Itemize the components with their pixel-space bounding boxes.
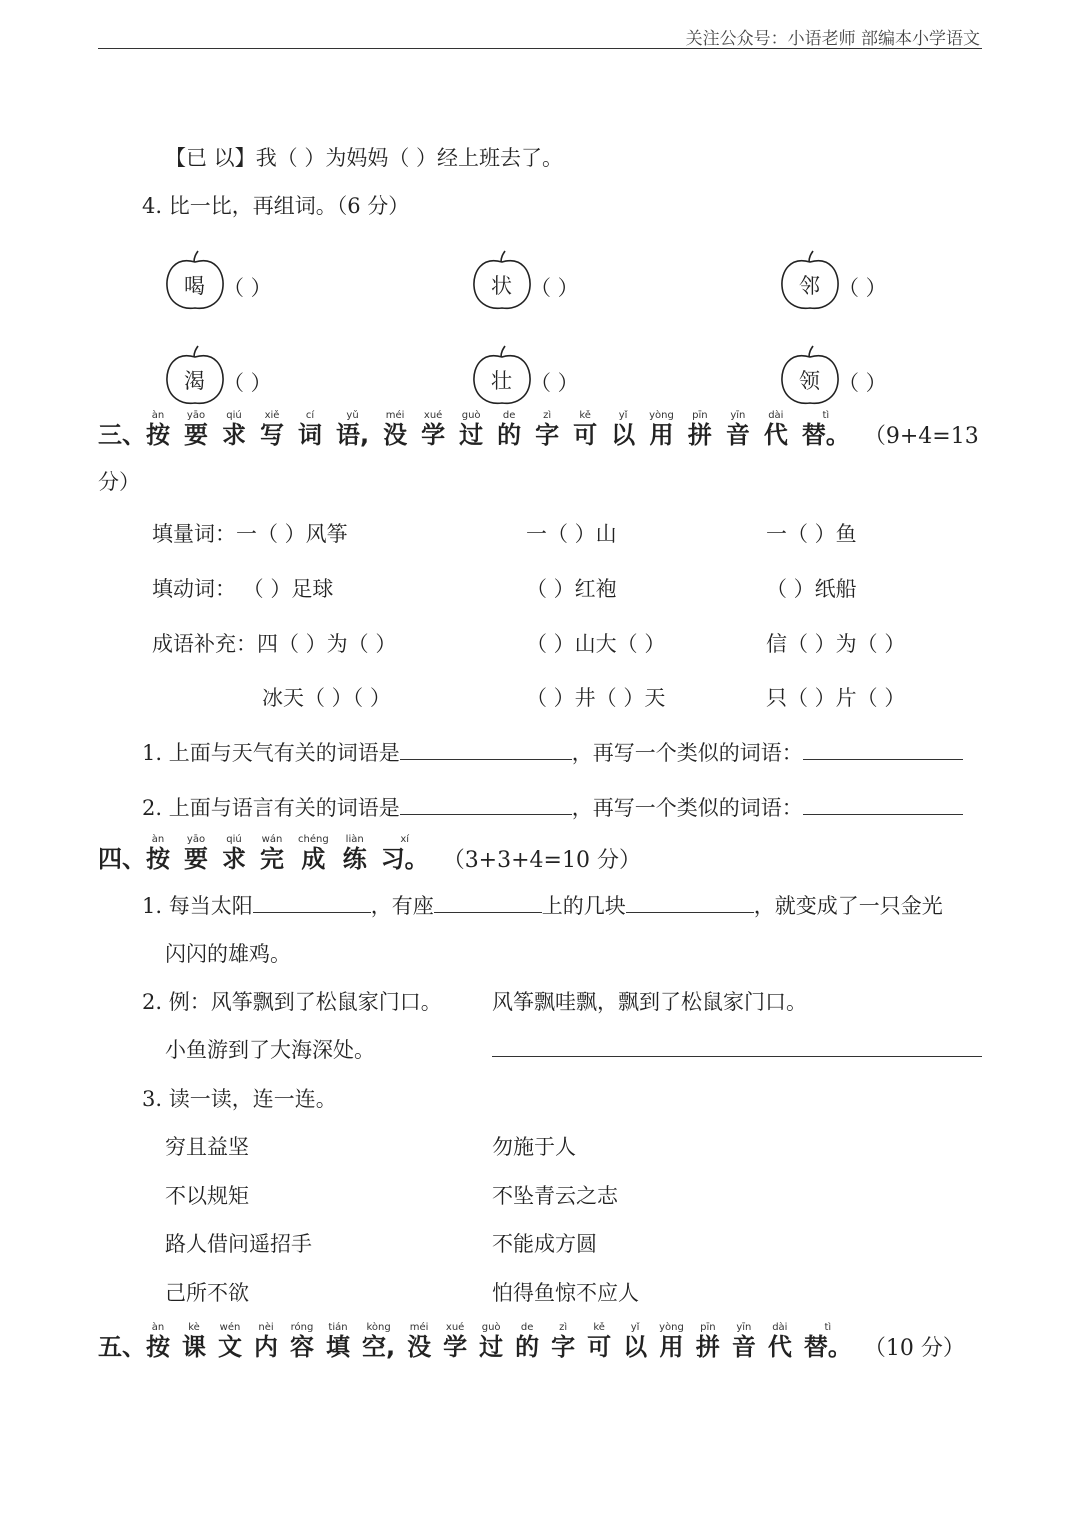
match-right-4[interactable]: 怕得鱼惊不应人 bbox=[492, 1281, 639, 1305]
s5-char-12: 可kě bbox=[587, 1322, 612, 1361]
s5-char-2: 文wén bbox=[218, 1322, 242, 1361]
s3-q2-blank1[interactable] bbox=[400, 794, 572, 815]
s3-q1-prompt: 1. 上面与天气有关的词语是 bbox=[142, 741, 400, 765]
s3-row2-col3: （ ）纸船 bbox=[766, 577, 857, 601]
match-left-2[interactable]: 不以规矩 bbox=[165, 1184, 249, 1208]
s4-q1-line2: 闪闪的雄鸡。 bbox=[165, 942, 291, 966]
apple-item bbox=[472, 345, 579, 407]
s4-q2-answer: 风筝飘哇飘，飘到了松鼠家门口。 bbox=[492, 990, 807, 1014]
section5-label: 五、 bbox=[98, 1333, 146, 1361]
s4-char-0: 按àn bbox=[146, 834, 170, 873]
page-header: 关注公众号：小语老师 部编本小学语文 bbox=[685, 29, 980, 49]
s3-row1-col1: 填量词：一（ ）风筝 bbox=[152, 522, 348, 546]
s5-char-8: 学xué bbox=[443, 1322, 468, 1361]
s5-char-15: 拼pīn bbox=[695, 1322, 720, 1361]
apple-item bbox=[165, 345, 272, 407]
s5-char-0: 按àn bbox=[146, 1322, 170, 1361]
s3-row1-col3: 一（ ）鱼 bbox=[766, 522, 857, 546]
s3-q2 bbox=[142, 792, 963, 822]
apple-answer-paren[interactable]: （ ） bbox=[530, 371, 579, 395]
s3-q2-blank2[interactable] bbox=[803, 794, 963, 815]
s3-row4-col1: 冰天（ ）（ ） bbox=[262, 686, 391, 710]
s4-q1-d: ，就变成了一只金光 bbox=[753, 894, 943, 918]
s3-q2-prompt: 2. 上面与语言有关的词语是 bbox=[142, 796, 400, 820]
apple-answer-paren[interactable]: （ ） bbox=[223, 371, 272, 395]
s3-q1-blank2[interactable] bbox=[803, 739, 963, 760]
s3-char-9: 的de bbox=[497, 410, 522, 449]
s4-q1-line1 bbox=[142, 890, 943, 920]
s3-row4-col2: （ ）井（ ）天 bbox=[526, 686, 666, 710]
match-left-3[interactable]: 路人借问遥招手 bbox=[165, 1232, 312, 1256]
s3-char-7: 学xué bbox=[421, 410, 446, 449]
s5-char-14: 用yòng bbox=[659, 1322, 684, 1361]
s5-char-4: 容róng bbox=[290, 1322, 314, 1361]
s3-char-11: 可kě bbox=[573, 410, 598, 449]
s3-q1 bbox=[142, 737, 963, 767]
s4-q2-example: 2. 例：风筝飘到了松鼠家门口。 bbox=[142, 990, 442, 1014]
q3-tail-line bbox=[165, 142, 563, 172]
s4-q1-blank2[interactable] bbox=[434, 892, 542, 913]
s5-char-13: 以yǐ bbox=[623, 1322, 648, 1361]
section3-score-cont: 分） bbox=[98, 470, 140, 494]
s3-row3-col1: 成语补充：四（ ）为（ ） bbox=[152, 632, 397, 656]
match-right-2[interactable]: 不坠青云之志 bbox=[492, 1184, 618, 1208]
s3-q1-blank1[interactable] bbox=[400, 739, 572, 760]
s4-q2-answer-blank[interactable] bbox=[492, 1056, 982, 1057]
s4-char-5: 练liàn bbox=[342, 834, 367, 873]
s5-char-9: 过guò bbox=[479, 1322, 504, 1361]
s3-char-3: 写xiě bbox=[260, 410, 284, 449]
section5-pinyin-title bbox=[146, 1322, 864, 1361]
s3-char-5: 语,yǔ bbox=[336, 410, 370, 449]
apple-item bbox=[472, 250, 579, 312]
s4-char-2: 求qiú bbox=[222, 834, 246, 873]
section4-heading bbox=[98, 834, 641, 874]
match-right-1[interactable]: 勿施于人 bbox=[492, 1135, 576, 1159]
s3-q2-prompt2: ，再写一个类似的词语： bbox=[571, 796, 803, 820]
s4-char-6: 习。xí bbox=[380, 834, 429, 873]
s5-char-10: 的de bbox=[515, 1322, 540, 1361]
s3-row1-col2: 一（ ）山 bbox=[526, 522, 617, 546]
apple-char: 邻 bbox=[799, 274, 820, 298]
s4-q3-title: 3. 读一读，连一连。 bbox=[142, 1087, 337, 1111]
s4-q2-task: 小鱼游到了大海深处。 bbox=[165, 1038, 375, 1062]
match-left-4[interactable]: 己所不欲 bbox=[165, 1281, 249, 1305]
s3-row3-col2: （ ）山大（ ） bbox=[526, 632, 666, 656]
s4-q1-blank3[interactable] bbox=[626, 892, 754, 913]
s4-q1-b: ，有座 bbox=[370, 894, 434, 918]
s4-q1-blank1[interactable] bbox=[253, 892, 371, 913]
s4-q1-a: 1. 每当太阳 bbox=[142, 894, 253, 918]
s5-char-7: 没méi bbox=[407, 1322, 432, 1361]
s3-row2-col2: （ ）红袍 bbox=[526, 577, 617, 601]
apple-answer-paren[interactable]: （ ） bbox=[223, 276, 272, 300]
section4-label: 四、 bbox=[98, 845, 146, 873]
section4-pinyin-title bbox=[146, 834, 443, 873]
s4-q1-c: 上的几块 bbox=[541, 894, 626, 918]
apple-char: 壮 bbox=[491, 369, 512, 393]
apple-char: 领 bbox=[799, 369, 820, 393]
apple-item bbox=[780, 345, 887, 407]
s3-char-6: 没méi bbox=[383, 410, 408, 449]
s3-char-15: 音yīn bbox=[725, 410, 750, 449]
s3-char-12: 以yǐ bbox=[611, 410, 636, 449]
apple-answer-paren[interactable]: （ ） bbox=[838, 371, 887, 395]
s3-row2-col1: 填动词： （ ）足球 bbox=[152, 577, 334, 601]
s3-row4-col3: 只（ ）片（ ） bbox=[766, 686, 906, 710]
apple-char: 喝 bbox=[184, 274, 205, 298]
s4-char-4: 成chéng bbox=[298, 834, 329, 873]
s3-char-0: 按àn bbox=[146, 410, 170, 449]
s3-char-17: 替。tì bbox=[801, 410, 850, 449]
section5-heading bbox=[98, 1322, 965, 1362]
section3-score: （9+4=13 bbox=[863, 424, 979, 449]
s5-char-18: 替。tì bbox=[803, 1322, 852, 1361]
apple-answer-paren[interactable]: （ ） bbox=[838, 276, 887, 300]
section5-score: （10 分） bbox=[863, 1336, 965, 1361]
s3-char-1: 要yāo bbox=[184, 410, 208, 449]
s5-char-1: 课kè bbox=[182, 1322, 206, 1361]
s3-char-8: 过guò bbox=[459, 410, 484, 449]
s3-char-4: 词cí bbox=[298, 410, 322, 449]
q4-title: 4. 比一比，再组词。（6 分） bbox=[142, 194, 410, 218]
section3-heading bbox=[98, 410, 979, 450]
s4-char-1: 要yāo bbox=[184, 834, 208, 873]
s3-char-13: 用yòng bbox=[649, 410, 674, 449]
q3-bracket: 【已 以】 bbox=[165, 146, 256, 170]
q3-text: 我（ ）为妈妈（ ）经上班去了。 bbox=[255, 146, 564, 170]
match-left-1[interactable]: 穷且益坚 bbox=[165, 1135, 249, 1159]
apple-char: 渴 bbox=[184, 369, 205, 393]
section3-label: 三、 bbox=[98, 421, 146, 449]
s5-char-17: 代dài bbox=[767, 1322, 792, 1361]
apple-answer-paren[interactable]: （ ） bbox=[530, 276, 579, 300]
header-rule bbox=[98, 48, 982, 49]
s5-char-11: 字zì bbox=[551, 1322, 576, 1361]
s5-char-16: 音yīn bbox=[731, 1322, 756, 1361]
apple-item bbox=[165, 250, 272, 312]
s3-char-10: 字zì bbox=[535, 410, 560, 449]
section3-pinyin-title bbox=[146, 410, 864, 449]
apple-char: 状 bbox=[491, 274, 512, 298]
s3-q1-prompt2: ，再写一个类似的词语： bbox=[571, 741, 803, 765]
s3-char-2: 求qiú bbox=[222, 410, 246, 449]
s5-char-6: 空,kòng bbox=[362, 1322, 396, 1361]
s3-char-16: 代dài bbox=[763, 410, 788, 449]
s3-char-14: 拼pīn bbox=[687, 410, 712, 449]
s5-char-5: 填tián bbox=[326, 1322, 350, 1361]
s3-row3-col3: 信（ ）为（ ） bbox=[766, 632, 906, 656]
apple-item bbox=[780, 250, 887, 312]
section4-score: （3+3+4=10 分） bbox=[442, 848, 641, 873]
s4-char-3: 完wán bbox=[260, 834, 284, 873]
s5-char-3: 内nèi bbox=[254, 1322, 278, 1361]
match-right-3[interactable]: 不能成方圆 bbox=[492, 1232, 597, 1256]
